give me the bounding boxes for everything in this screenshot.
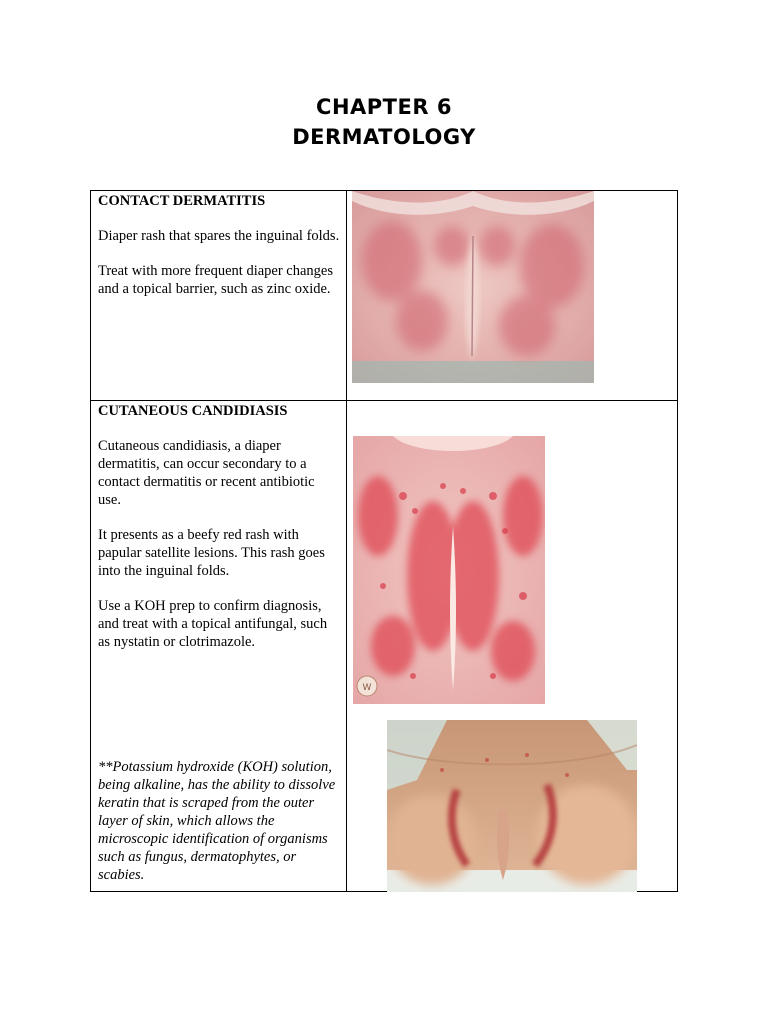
chapter-title (0, 92, 768, 152)
section-heading-cutaneous-candidiasis: CUTANEOUS CANDIDIASIS (98, 403, 288, 419)
chapter-number: CHAPTER 6 (316, 95, 452, 119)
paragraph: It presents as a beefy red rash with papular satellite lesions. This rash goes into the inguinal folds. (98, 527, 325, 579)
paragraph: Treat with more frequent diaper changes and a topical barrier, such as zinc oxide. (98, 263, 334, 297)
contact-dermatitis-cell (98, 192, 340, 315)
svg-text:W: W (362, 683, 372, 693)
section-heading-contact-dermatitis: CONTACT DERMATITIS (98, 193, 266, 209)
row-divider (91, 400, 677, 401)
contact-dermatitis-photo (352, 191, 594, 383)
chapter-subject: DERMATOLOGY (292, 125, 476, 149)
candidiasis-photo-1 (353, 436, 545, 704)
column-divider (346, 191, 347, 891)
candidiasis-photo-2 (387, 720, 637, 892)
paragraph: Use a KOH prep to confirm diagnosis, and treat with a topical antifungal, such as nystatin or clotrimazole. (98, 598, 328, 650)
content-table (90, 190, 678, 892)
koh-note: **Potassium hydroxide (KOH) solution, being alkaline, has the ability to dissolve keratin that is scraped from the outer layer of skin, which allows the microscopic identification of organisms such as fungus, dermatophytes, or scabies. (98, 759, 336, 883)
paragraph: Diaper rash that spares the inguinal folds. (98, 228, 340, 244)
cutaneous-candidiasis-cell (98, 402, 340, 668)
paragraph: Cutaneous candidiasis, a diaper dermatitis, can occur secondary to a contact dermatitis or recent antibiotic use. (98, 438, 315, 508)
